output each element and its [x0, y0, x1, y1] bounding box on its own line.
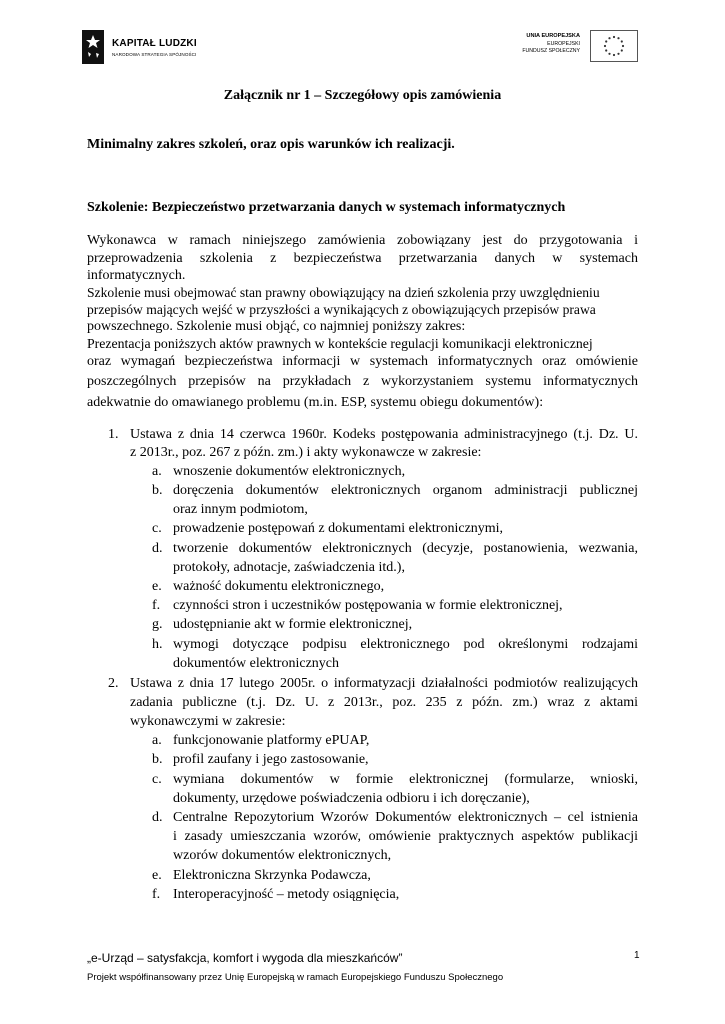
eu-flag-star [622, 45, 624, 47]
eu-flag-icon [590, 30, 638, 62]
sub-item-letter: g. [152, 617, 163, 632]
sub-item-line: Interoperacyjność – metody osiągnięcia, [173, 887, 400, 902]
training-heading: Szkolenie: Bezpieczeństwo przetwarzania danych w systemach informatycznych [87, 200, 566, 215]
sub-item-line: protokoły, adnotacje, zaświadczenia itd.), [173, 560, 405, 575]
list-item-line: z 2013r., poz. 267 z późn. zm.) i akty wykonawcze w zakresie: [130, 445, 482, 460]
page-title: Załącznik nr 1 – Szczegółowy opis zamówienia [223, 88, 502, 103]
sub-item-letter: c. [152, 772, 162, 787]
intro-line: adekwatnie do omawianego problemu (m.in. ESP, systemu obiegu dokumentów): [87, 395, 544, 410]
sub-item-line: dokumenty, urzędowe poświadczenia odbioru i ich doręczanie), [173, 791, 530, 806]
sub-item-line: funkcjonowanie platformy ePUAP, [173, 733, 370, 748]
eu-logo [498, 30, 638, 66]
sub-item-letter: b. [152, 483, 163, 498]
sub-item-letter: e. [152, 868, 162, 883]
list-number: 1. [108, 427, 119, 442]
intro-line: poszczególnych przepisów na przykładach z wykorzystaniem systemu informatycznych [87, 374, 638, 389]
sub-item-letter: e. [152, 579, 162, 594]
intro-line: Prezentacja poniższych aktów prawnych w kontekście regulacji komunikacji elektronicznej [87, 336, 593, 351]
sub-item-line: wzorów dokumentów elektronicznych, [173, 848, 392, 863]
sub-item-letter: b. [152, 752, 163, 767]
eu-flag-star [605, 49, 607, 51]
intro-line: powszechnego. Szkolenie musi objąć, co najmniej poniższy zakres: [87, 319, 466, 334]
list-item-line: zadania publiczne (t.j. Dz. U. z 2013r., poz. 235 z późn. zm.) wraz z aktami [130, 695, 638, 710]
sub-item-letter: h. [152, 637, 163, 652]
sub-item-line: wymogi dotyczące podpisu elektronicznego pod określonymi rodzajami [173, 637, 638, 652]
sub-item-letter: f. [152, 887, 161, 902]
sub-item-line: tworzenie dokumentów elektronicznych (decyzje, postanowienia, wezwania, [173, 541, 638, 556]
footer-slogan: „e-Urząd – satysfakcja, komfort i wygoda dla mieszkańców” [87, 951, 403, 965]
sub-item-letter: a. [152, 733, 162, 748]
eu-flag-star [617, 53, 619, 55]
intro-line: Szkolenie musi obejmować stan prawny obowiązujący na dzień szkolenia przy uwzględnieniu [87, 285, 600, 300]
kapital-ludzki-mark-icon [82, 30, 104, 64]
sub-item-line: prowadzenie postępowań z dokumentami elektronicznymi, [173, 521, 504, 536]
eu-flag-star [613, 54, 615, 56]
sub-item-line: czynności stron i uczestników postępowania w formie elektronicznej, [173, 598, 563, 613]
eu-flag-star [605, 40, 607, 42]
kapital-ludzki-text: KAPITAŁ LUDZKI [112, 38, 197, 49]
sub-item-line: i zasady umieszczania wzorów, omówienie praktycznych aspektów publikacji [173, 829, 638, 844]
sub-item-letter: d. [152, 541, 163, 556]
eu-flag-star [621, 49, 623, 51]
page-number: 1 [634, 950, 640, 961]
eu-flag-star [608, 53, 610, 55]
intro-line: przeprowadzenia szkolenia z bezpieczeństwa przetwarzania danych w systemach [87, 251, 638, 266]
sub-item-line: wnoszenie dokumentów elektronicznych, [173, 464, 406, 479]
sub-item-letter: f. [152, 598, 161, 613]
sub-item-line: dokumentów elektronicznych [173, 656, 340, 671]
list-item-line: Ustawa z dnia 14 czerwca 1960r. Kodeks postępowania administracyjnego (t.j. Dz. U. [130, 427, 638, 442]
list-item-line: wykonawczymi w zakresie: [130, 714, 286, 729]
list-item-line: Ustawa z dnia 17 lutego 2005r. o informatyzacji działalności podmiotów realizujących [130, 676, 638, 691]
intro-line: informatycznych. [87, 268, 186, 283]
list-number: 2. [108, 676, 119, 691]
footer-funding-note: Projekt współfinansowany przez Unię Europejską w ramach Europejskiego Funduszu Społecznego [87, 972, 504, 983]
sub-item-line: doręczenia dokumentów elektronicznych organom administracji publicznej [173, 483, 638, 498]
eu-logo-line2: EUROPEJSKI [547, 41, 580, 47]
intro-line: przepisów mających wejść w przyszłości a wynikających z obowiązujących przepisów prawa [87, 302, 596, 317]
sub-item-line: Centralne Repozytorium Wzorów Dokumentów elektronicznych – cel istnienia [173, 810, 638, 825]
kapital-ludzki-logo [82, 30, 232, 70]
subtitle: Minimalny zakres szkoleń, oraz opis warunków ich realizacji. [87, 137, 455, 152]
sub-item-letter: d. [152, 810, 163, 825]
sub-item-line: profil zaufany i jego zastosowanie, [173, 752, 369, 767]
sub-item-letter: c. [152, 521, 162, 536]
eu-logo-line1: UNIA EUROPEJSKA [526, 33, 580, 39]
sub-item-line: ważność dokumentu elektronicznego, [173, 579, 385, 594]
intro-line: Wykonawca w ramach niniejszego zamówienia zobowiązany jest do przygotowania i [87, 233, 638, 248]
eu-flag-star [617, 37, 619, 39]
eu-flag-star [608, 37, 610, 39]
sub-item-line: wymiana dokumentów w formie elektronicznej (formularze, wnioski, [173, 772, 638, 787]
sub-item-line: Elektroniczna Skrzynka Podawcza, [173, 868, 371, 883]
intro-line: oraz wymagań bezpieczeństwa informacji w systemach informatycznych oraz omówienie [87, 354, 638, 369]
sub-item-letter: a. [152, 464, 162, 479]
kapital-ludzki-subtext: NARODOWA STRATEGIA SPÓJNOŚCI [112, 52, 197, 57]
eu-logo-line3: FUNDUSZ SPOŁECZNY [522, 48, 580, 54]
sub-item-line: oraz innym podmiotom, [173, 502, 308, 517]
sub-item-line: udostępnianie akt w formie elektronicznej, [173, 617, 413, 632]
eu-flag-star [604, 45, 606, 47]
eu-flag-star [613, 36, 615, 38]
eu-flag-star [621, 40, 623, 42]
